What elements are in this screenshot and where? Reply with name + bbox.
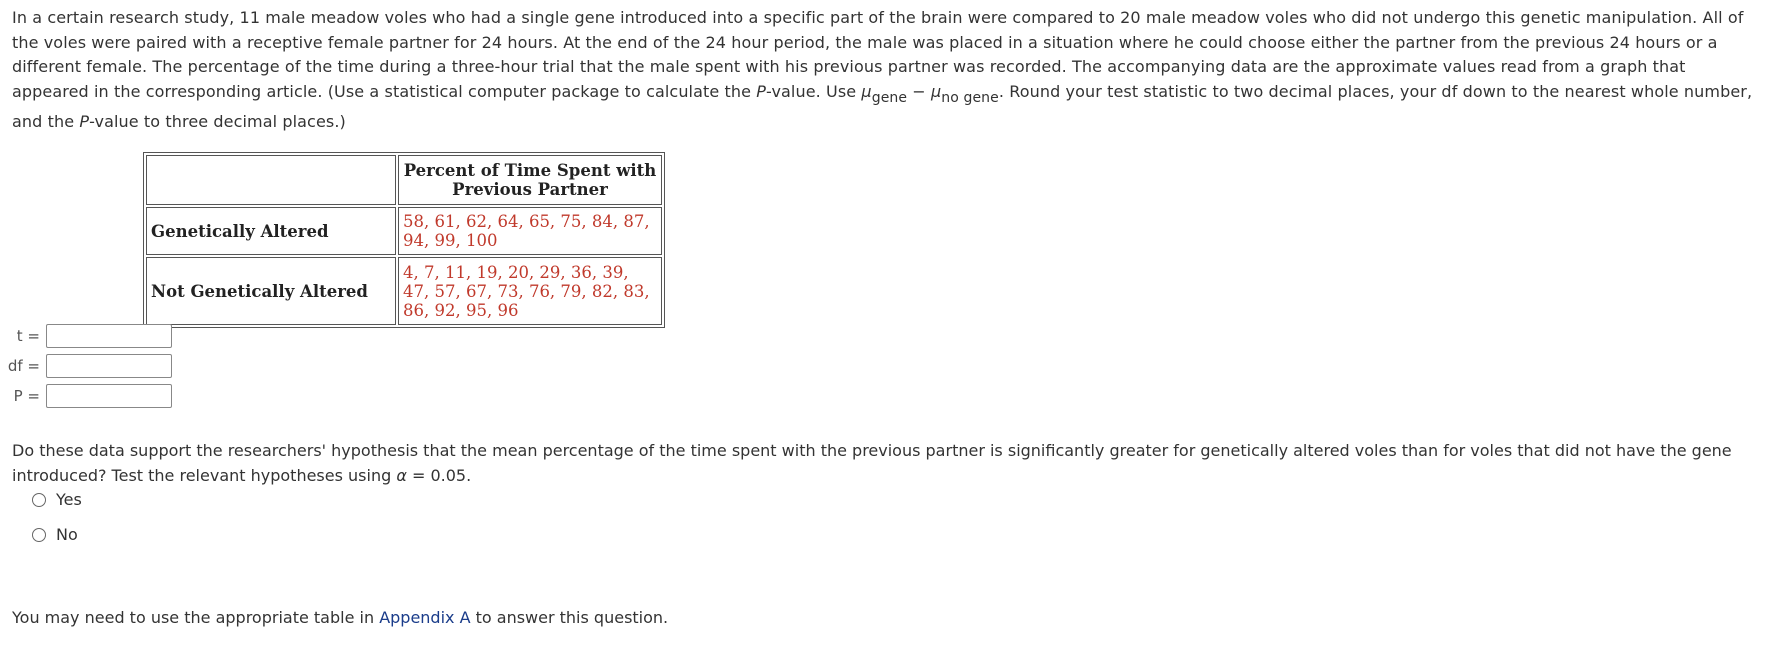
footer-text-after: to answer this question. — [470, 608, 669, 627]
data-table — [143, 152, 665, 328]
intro-text-2: -value. Use — [766, 81, 862, 101]
radio-no-icon[interactable] — [32, 528, 46, 542]
footer-text-before: You may need to use the appropriate table in — [12, 608, 380, 627]
p-symbol-2: P — [79, 112, 90, 131]
p-answer-row — [0, 383, 172, 409]
hypothesis-question — [12, 438, 1757, 488]
alpha-value: = 0.05. — [406, 466, 472, 485]
df-input[interactable] — [46, 354, 172, 378]
option-yes[interactable] — [32, 490, 82, 509]
mu-subscript-gene: gene — [871, 89, 908, 106]
footer-note — [12, 608, 668, 627]
table-row — [146, 207, 662, 255]
question-text: Do these data support the researchers' hypothesis that the mean percentage of the time spent with the previous partner is significantly greater for genetically altered voles than for voles that did not have the gene introduced? Test the relevant hypotheses using — [12, 441, 1732, 485]
minus-sign: − — [907, 81, 931, 101]
t-answer-row — [0, 323, 172, 349]
p-symbol: P — [756, 81, 767, 101]
df-label: df = — [7, 357, 40, 375]
radio-yes-icon[interactable] — [32, 493, 46, 507]
alpha-symbol: α — [396, 466, 407, 485]
problem-statement — [12, 6, 1762, 135]
mu-subscript-no-gene: no gene — [941, 89, 999, 106]
t-label: t = — [16, 327, 40, 345]
intro-text-3: . Round your test statistic to two decimal places, your df down to the nearest whole number, and the — [12, 81, 1753, 131]
df-answer-row — [0, 353, 172, 379]
intro-text-4: -value to three decimal places.) — [89, 112, 346, 131]
appendix-a-link[interactable]: Appendix A — [379, 608, 471, 627]
row-values-not-genetically-altered: 4, 7, 11, 19, 20, 29, 36, 39, 47, 57, 67, 73, 76, 79, 82, 83, 86, 92, 95, 96 — [398, 257, 662, 325]
option-no-label: No — [56, 525, 78, 544]
intro-text-1: In a certain research study, 11 male meadow voles who had a single gene introduced into a specific part of the brain were compared to 20 male meadow voles who did not undergo this genetic manipulation. All of the voles were paired with a receptive female partner for 24 hours. At the end of the 24 hour period, the male was placed in a situation where he could choose either the partner from the previous 24 hours or a different female. The percentage of the time during a three-hour trial that the male spent with his previous partner was recorded. The accompanying data are the approximate values read from a graph that appeared in the corresponding article. (Use a statistical computer package to calculate the — [12, 8, 1744, 101]
row-values-genetically-altered: 58, 61, 62, 64, 65, 75, 84, 87, 94, 99, 100 — [398, 207, 662, 255]
p-input[interactable] — [46, 384, 172, 408]
t-input[interactable] — [46, 324, 172, 348]
p-label: P = — [13, 387, 40, 405]
mu-symbol-no-gene: μ — [930, 81, 942, 101]
option-no[interactable] — [32, 525, 78, 544]
option-yes-label: Yes — [56, 490, 82, 509]
mu-symbol-gene: μ — [861, 81, 872, 101]
table-column-header: Percent of Time Spent with Previous Partner — [398, 155, 662, 205]
table-row — [146, 257, 662, 325]
table-corner-cell — [146, 155, 396, 205]
row-label-not-genetically-altered: Not Genetically Altered — [146, 257, 396, 325]
table-header-row — [146, 155, 662, 205]
row-label-genetically-altered: Genetically Altered — [146, 207, 396, 255]
